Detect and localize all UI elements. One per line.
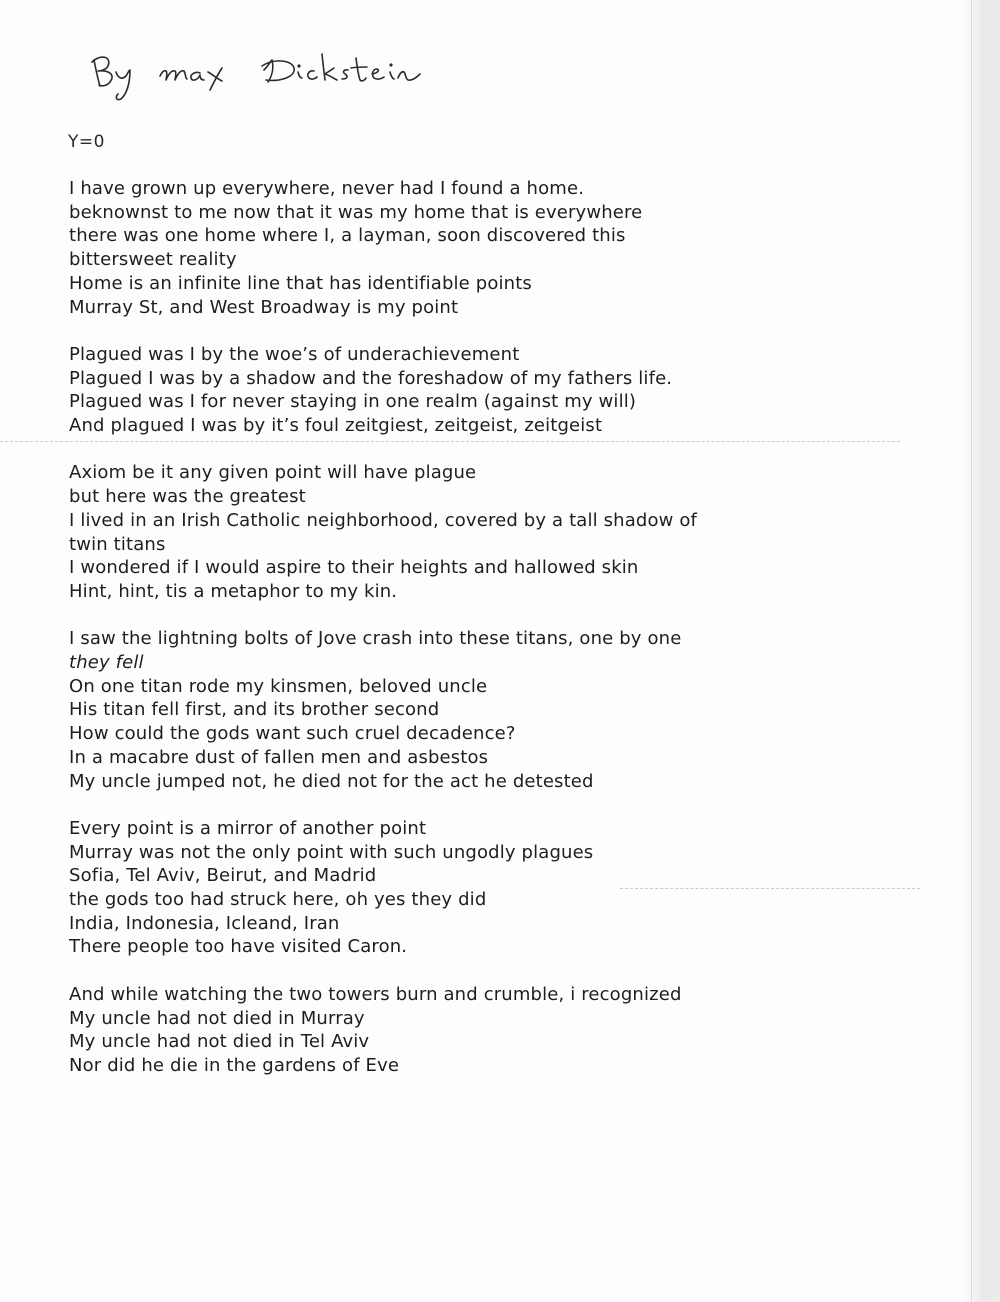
stanza <box>69 817 829 959</box>
poem-line: In a macabre dust of fallen men and asbestos <box>69 746 489 768</box>
poem-line: twin titans <box>69 533 166 555</box>
poem-line: Every point is a mirror of another point <box>69 817 427 839</box>
poem-line: How could the gods want such cruel decadence? <box>69 723 516 745</box>
scan-edge-line <box>971 0 972 1302</box>
poem-line: Hint, hint, tis a metaphor to my kin. <box>69 580 398 602</box>
poem-line: Sofia, Tel Aviv, Beirut, and Madrid <box>69 865 377 887</box>
poem-line: I lived in an Irish Catholic neighborhood, covered by a tall shadow of <box>69 509 698 531</box>
poem-body <box>69 177 829 1101</box>
poem-line: And plagued I was by it’s foul zeitgiest, zeitgeist, zeitgeist <box>69 415 603 437</box>
scan-edge-shadow <box>964 0 1000 1302</box>
poem-line: they fell <box>69 652 144 674</box>
poem-title: Y=0 <box>68 132 105 152</box>
poem-line: And while watching the two towers burn and crumble, i recognized <box>69 983 682 1005</box>
poem-line: My uncle jumped not, he died not for the act he detested <box>69 770 594 792</box>
stanza <box>69 177 829 319</box>
poem-line: My uncle had not died in Murray <box>69 1007 365 1029</box>
poem-line: Murray was not the only point with such ungodly plagues <box>69 841 594 863</box>
poem-line: India, Indonesia, Icleand, Iran <box>69 912 340 934</box>
stanza <box>69 343 829 438</box>
poem-line: there was one home where I, a layman, soon discovered this <box>69 225 626 247</box>
handwritten-signature <box>86 40 426 110</box>
poem-line: I wondered if I would aspire to their heights and hallowed skin <box>69 557 639 579</box>
poem-line: His titan fell first, and its brother second <box>69 699 440 721</box>
poem-line: Nor did he die in the gardens of Eve <box>69 1054 400 1076</box>
poem-line: Murray St, and West Broadway is my point <box>69 296 459 318</box>
stanza <box>69 627 829 793</box>
poem-line: On one titan rode my kinsmen, beloved uncle <box>69 675 488 697</box>
poem-line: Plagued was I by the woe’s of underachievement <box>69 343 520 365</box>
poem-line: There people too have visited Caron. <box>69 936 408 958</box>
poem-line: beknownst to me now that it was my home that is everywhere <box>69 201 643 223</box>
stanza <box>69 983 829 1078</box>
poem-line: but here was the greatest <box>69 486 306 508</box>
poem-line: I have grown up everywhere, never had I found a home. <box>69 178 585 199</box>
poem-line: Plagued I was by a shadow and the foreshadow of my fathers life. <box>69 367 673 389</box>
poem-line: Home is an infinite line that has identifiable points <box>69 272 532 294</box>
poem-line: Axiom be it any given point will have plague <box>69 462 477 484</box>
poem-line: I saw the lightning bolts of Jove crash into these titans, one by one <box>69 628 682 650</box>
poem-line: the gods too had struck here, oh yes they did <box>69 889 487 911</box>
poem-line: Plagued was I for never staying in one realm (against my will) <box>69 391 637 413</box>
poem-line: bittersweet reality <box>69 249 237 271</box>
poem-line: My uncle had not died in Tel Aviv <box>69 1031 370 1053</box>
stanza <box>69 461 829 603</box>
